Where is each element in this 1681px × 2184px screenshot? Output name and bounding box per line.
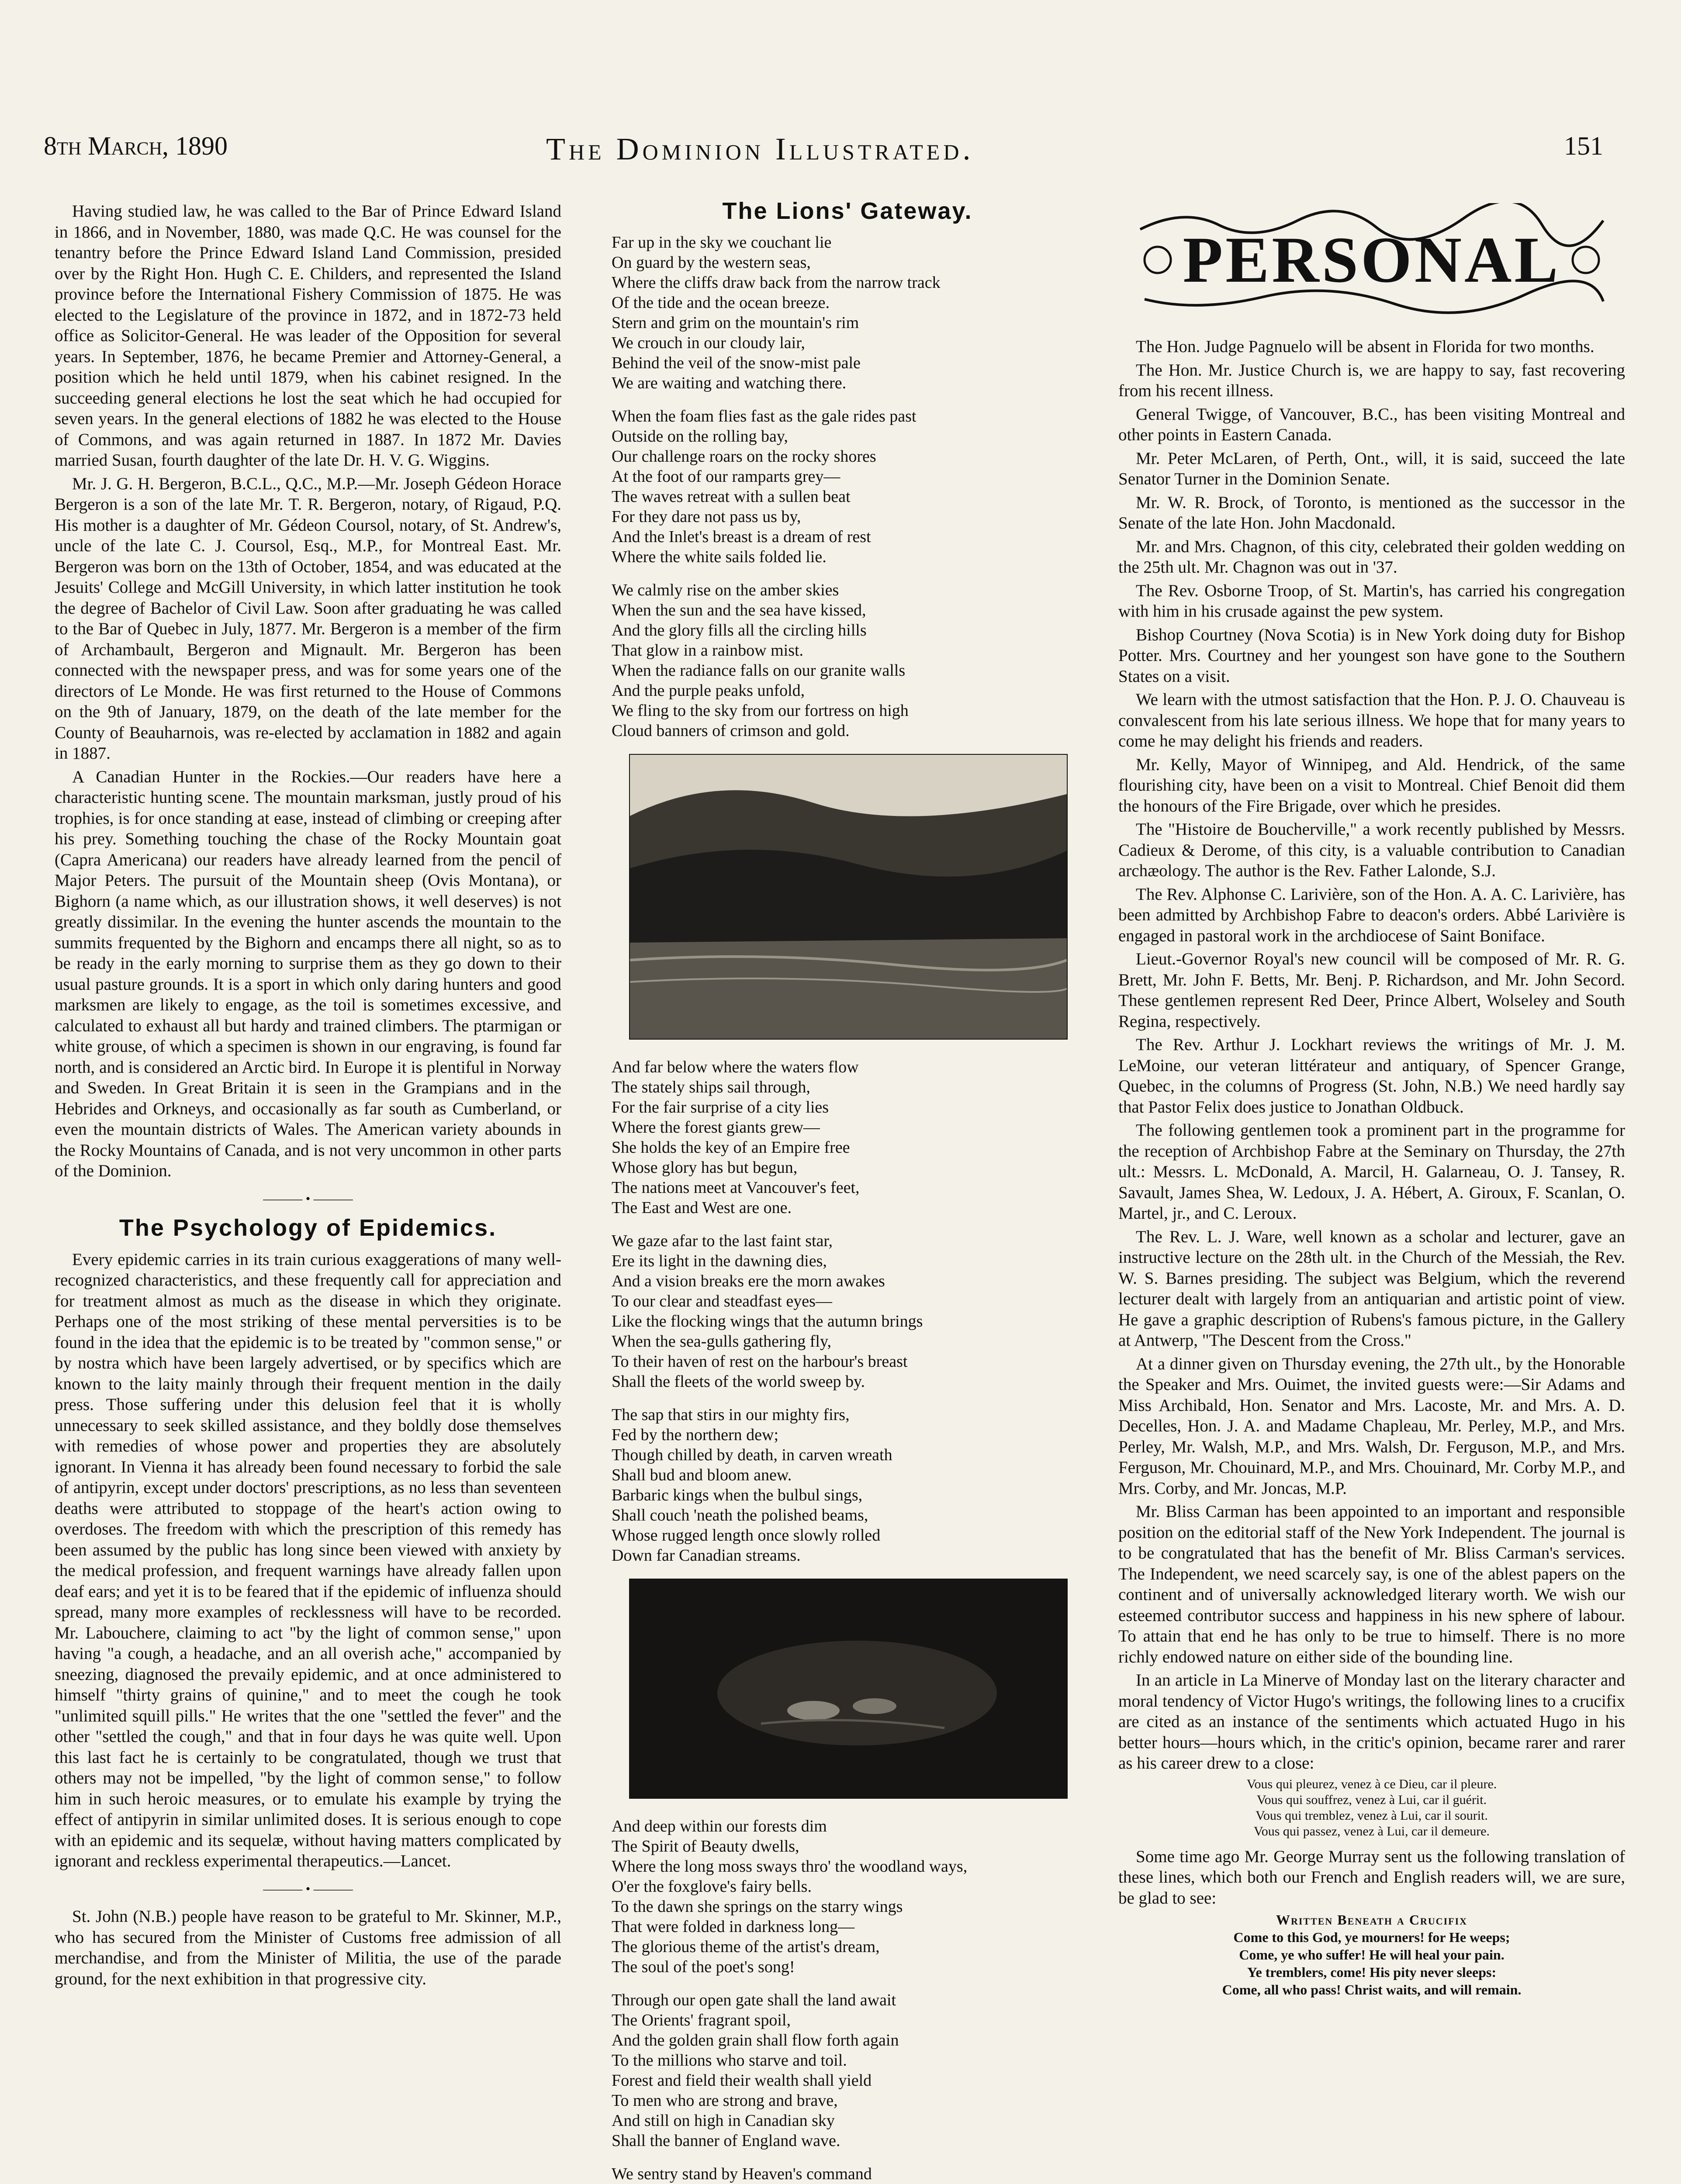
personal-item: The Hon. Judge Pagnuelo will be absent in Florida for two months. <box>1136 337 1595 356</box>
poem-stanza <box>612 1405 1101 1565</box>
poem-line: Stern and grim on the mountain's rim <box>612 313 859 332</box>
lions-gate-engraving <box>629 754 1068 1040</box>
poem-line: The Orients' fragrant spoil, <box>612 2011 791 2029</box>
poem-line: The waves retreat with a sullen beat <box>612 487 851 506</box>
french-verse-line: Vous qui pleurez, venez à ce Dieu, car il pleure. <box>1246 1776 1497 1791</box>
personal-item: Mr. Bliss Carman has been appointed to an important and responsible position on the editorial staff of the New York Independent. The journal is to be congratulated that has the benefit of Mr. Bliss Carman's services. The Independent, we need scarcely say, is one of the ablest papers on the continent and of universally acknowledged literary worth. We wish our esteemed contributor success and happiness in his new sphere of labour. To attain that end he has only to be true to himself. There is no more richly endowed nature on either side of the bounding line. <box>1118 1502 1625 1666</box>
poem-line: We are waiting and watching there. <box>612 373 847 392</box>
poem-line: Fed by the northern dew; <box>612 1425 779 1444</box>
poem-line: Shall the fleets of the world sweep by. <box>612 1372 865 1391</box>
poem-line: We fling to the sky from our fortress on high <box>612 701 909 720</box>
issue-date: 8th March, 1890 <box>44 131 228 160</box>
poem-line: The glorious theme of the artist's dream, <box>612 1937 880 1956</box>
poem-line: Whose glory has but begun, <box>612 1158 798 1177</box>
poem-line: When the sun and the sea have kissed, <box>612 601 866 619</box>
personal-item: Mr. and Mrs. Chagnon, of this city, celebrated their golden wedding on the 25th ult. Mr. Chagnon was out in '37. <box>1118 537 1625 577</box>
personal-item: The Rev. Alphonse C. Larivière, son of the Hon. A. A. C. Larivière, has been admitted by Archbishop Fabre to deacon's orders. Abbé Larivière is engaged in pastoral work in the archdiocese of Saint Boniface. <box>1118 885 1625 945</box>
personal-item: The Rev. L. J. Ware, well known as a scholar and lecturer, gave an instructive lecture on the 28th ult. in the Church of the Messiah, the Rev. W. S. Barnes presiding. The subject was Belgium, which the reverend lecturer dealt with largely from an antiquarian and artistic point of view. He gave a graphic description of Rubens's famous picture, in the Gallery at Antwerp, "The Descent from the Cross." <box>1118 1227 1625 1350</box>
masthead-title: The Dominion Illustrated. <box>546 131 974 166</box>
poem-line: O'er the foxglove's fairy bells. <box>612 1877 812 1896</box>
poem-line: We gaze afar to the last faint star, <box>612 1231 833 1250</box>
poem-line: Shall the banner of England wave. <box>612 2131 840 2150</box>
poem-stanza <box>612 1990 1101 2151</box>
poem-line: Cloud banners of crimson and gold. <box>612 721 850 740</box>
english-verse <box>1118 1911 1625 1998</box>
poem-stanza <box>612 406 1101 567</box>
translation-heading: Written Beneath a Crucifix <box>1276 1912 1468 1928</box>
bio-davies-paragraph: Having studied law, he was called to the Bar of Prince Edward Island in 1866, and in November, 1880, was made Q.C. He was counsel for the tenantry before the Prince Edward Island Land Commission, presided over by the Right Hon. Hugh C. E. Childers, and represented the Island province before the International Fishery Commission of 1875. He was elected to the Legislature of the province in 1872, and in 1872-73 held office as Solicitor-General. He was leader of the Opposition for several years. In September, 1876, he became Premier and Attorney-General, a position which he held until 1879, when his cabinet resigned. In the succeeding general elections he lost the seat which he had occupied for seven years. In the general elections of 1882 he was elected to the House of Commons, and was again returned in 1887. In 1872 Mr. Davies married Susan, fourth daughter of the late Dr. H. V. G. Wiggins. <box>55 202 561 470</box>
poem-line: And far below where the waters flow <box>612 1057 859 1076</box>
translation-intro: Some time ago Mr. George Murray sent us the following translation of these lines, which both our French and English readers will, we are sure, be glad to see: <box>1118 1847 1625 1908</box>
epidemics-headline: The Psychology of Epidemics. <box>119 1215 497 1241</box>
poem-line: And the purple peaks unfold, <box>612 681 805 700</box>
poem-line: The Spirit of Beauty dwells, <box>612 1837 799 1856</box>
personal-item: Mr. W. R. Brock, of Toronto, is mentioned as the successor in the Senate of the late Hon. John Macdonald. <box>1118 493 1625 532</box>
poem-line: She holds the key of an Empire free <box>612 1138 850 1157</box>
poem-line: When the sea-gulls gathering fly, <box>612 1332 831 1351</box>
poem-line: Behind the veil of the snow-mist pale <box>612 353 861 372</box>
poem-line: Ere its light in the dawning dies, <box>612 1251 827 1270</box>
personal-item: The following gentlemen took a prominent part in the programme for the reception of Archbishop Fabre at the Seminary on Thursday, the 27th ult.: Messrs. L. McDonald, A. Marcil, H. Galarneau, O. J. Tansey, R. Savault, James Shea, W. Ledoux, J. A. Hébert, A. Giroux, F. Scanlan, O. Martel, jr., and C. Leroux. <box>1118 1121 1625 1223</box>
poem-line: And the glory fills all the circling hills <box>612 621 867 639</box>
poem-line: Barbaric kings when the bulbul sings, <box>612 1486 863 1504</box>
personal-item: We learn with the utmost satisfaction that the Hon. P. J. O. Chauveau is convalescent from his late serious illness. We hope that for many years to come he may delight his friends and readers. <box>1118 690 1625 750</box>
english-verse-line: Ye tremblers, come! His pity never sleeps: <box>1247 1964 1497 1980</box>
personal-item: Bishop Courtney (Nova Scotia) is in New York doing duty for Bishop Potter. Mrs. Courtney and her youngest son have gone to the Southern States on a visit. <box>1118 625 1625 686</box>
poem-line: And the golden grain shall flow forth again <box>612 2031 899 2049</box>
bio-bergeron-paragraph: Mr. J. G. H. Bergeron, B.C.L., Q.C., M.P.—Mr. Joseph Gédeon Horace Bergeron is a son of the late Mr. T. R. Bergeron, notary, of Rigaud, P.Q. His mother is a daughter of Mr. Gédeon Coursol, notary, of St. Andrew's, uncle of the late C. J. Coursol, Esq., M.P., for Montreal East. Mr. Bergeron was born on the 13th of October, 1854, and was educated at the Jesuits' College and McGill University, in which latter institution he took the degree of Bachelor of Civil Law. Soon after graduating he was called to the Bar of Quebec in July, 1877. Mr. Bergeron is a member of the firm of Archambault, Bergeron and Mignault. Mr. Bergeron has been connected with the newspaper press, and was for some years one of the directors of Le Monde. He was first returned to the House of Commons on the 9th of January, 1879, on the death of the late member for the County of Beauharnois, was re-elected by acclamation in 1882 and again in 1887. <box>55 474 561 763</box>
poem-stanza <box>612 232 1101 393</box>
poem-line: To our clear and steadfast eyes— <box>612 1292 832 1310</box>
personal-banner-text: PERSONAL <box>1183 224 1561 296</box>
personal-item: The Hon. Mr. Justice Church is, we are happy to say, fast recovering from his recent illness. <box>1118 360 1625 400</box>
poem-stanza <box>612 1057 1101 1218</box>
poem-line: The nations meet at Vancouver's feet, <box>612 1178 860 1197</box>
personal-item: The Rev. Arthur J. Lockhart reviews the writings of Mr. J. M. LeMoine, our veteran littérateur and antiquary, of Spencer Grange, Quebec, in the columns of Progress (St. John, N.B.) We need hardly say that Pastor Felix does justice to Jonathan Oldbuck. <box>1118 1035 1625 1116</box>
st-john-paragraph: St. John (N.B.) people have reason to be grateful to Mr. Skinner, M.P., who has secured from the Minister of Customs free admission of all merchandise, and from the Minister of Militia, the use of the parade ground, for the next exhibition in that progressive city. <box>55 1907 561 1988</box>
french-verse-line: Vous qui tremblez, venez à Lui, car il sourit. <box>1256 1808 1488 1823</box>
personal-item: In an article in La Minerve of Monday last on the literary character and moral tendency of Victor Hugo's writings, the following lines to a crucifix are cited as an instance of the sentiments which actuated Hugo in his better hours—hours which, in the critic's opinion, became rarer and rarer as his career drew to a close: <box>1118 1671 1625 1773</box>
hunter-rockies-paragraph: A Canadian Hunter in the Rockies.—Our readers have here a characteristic hunting scene. The mountain marksman, justly proud of his trophies, is for once standing at ease, instead of climbing or creeping after his prey. Something touching the chase of the Rocky Mountain goat (Capra Americana) our readers have already learned from the pencil of Major Peters. The pursuit of the Mountain sheep (Ovis Montana), or Bighorn (a name which, as our illustration shows, it well deserves) is not greatly dissimilar. In the evening the hunter ascends the mountain to the summits frequented by the Bighorn and encamps there all night, so as to be ready in the early morning to surprise them as they go down to their usual pasture grounds. It is a sport in which only daring hunters and good marksmen are likely to engage, as the toil is sometimes excessive, and calculated to exhaust all but hardy and trained climbers. The ptarmigan or white grouse, of which a specimen is shown in our engraving, is found far north, and is considered an Arctic bird. In Europe it is plentiful in Norway and Sweden. In Great Britain it is seen in the Grampians and in the Hebrides and Orkneys, and occasionally as far south as Cumberland, or even the mountain districts of Wales. The American variety abounds in the Rocky Mountains of Canada, and is not very uncommon in other parts of the Dominion. <box>55 767 561 1180</box>
poem-stanza <box>612 1816 1101 1977</box>
column-left <box>55 201 561 1992</box>
french-verse <box>1118 1776 1625 1839</box>
poem-line: Forest and field their wealth shall yield <box>612 2071 872 2090</box>
poem-line: Down far Canadian streams. <box>612 1546 801 1565</box>
poem-line: To the dawn she springs on the starry wings <box>612 1897 903 1916</box>
personal-banner <box>1118 201 1625 319</box>
page-header <box>44 131 1643 175</box>
poem-line: Through our open gate shall the land await <box>612 1990 896 2009</box>
poem-line: And the Inlet's breast is a dream of rest <box>612 527 871 546</box>
poem-stanza <box>612 580 1101 741</box>
poem-line: Though chilled by death, in carven wreath <box>612 1445 892 1464</box>
poem-line: To men who are strong and brave, <box>612 2091 838 2110</box>
poem-line: That were folded in darkness long— <box>612 1917 855 1936</box>
column-right <box>1118 201 1625 1998</box>
poem-line: On guard by the western seas, <box>612 253 811 272</box>
poem-line: Shall bud and bloom anew. <box>612 1465 792 1484</box>
poem-line: Where the forest giants grew— <box>612 1118 820 1137</box>
poem-line: And a vision breaks ere the morn awakes <box>612 1272 885 1290</box>
section-divider: ——— • ——— <box>263 1191 353 1206</box>
poem-line: Where the cliffs draw back from the narrow track <box>612 273 941 292</box>
poem-line: Our challenge roars on the rocky shores <box>612 447 876 466</box>
french-verse-line: Vous qui passez, venez à Lui, car il demeure. <box>1253 1824 1490 1838</box>
poem-line: We sentry stand by Heaven's command <box>612 2164 872 2183</box>
poem-stanza <box>612 2164 1101 2184</box>
page-number: 151 <box>1564 131 1603 160</box>
poem-line: The soul of the poet's song! <box>612 1957 795 1976</box>
poem-line: To their haven of rest on the harbour's breast <box>612 1352 908 1371</box>
epidemics-paragraph: Every epidemic carries in its train curious exaggerations of many well-recognized characteristics, and these frequently call for appreciation and for treatment almost as much as the disease in which they originate. Perhaps one of the most striking of these mental perversities is to be found in the idea that the epidemic is to be treated by "common sense," or by nostra which have been largely advertised, or by specifics which are known to the laity mainly through their frequent mention in the daily press. Those suffering under this delusion feel that it is wholly unnecessary to seek skilled assistance, and they boldly dose themselves with remedies of whose power and properties they are absolutely ignorant. In Vienna it has already been found necessary to forbid the sale of antipyrin, except under doctors' prescriptions, as no less than seventeen deaths were attributed to stoppage of the heart's action owing to overdoses. The freedom with which the prescription of this remedy has been assumed by the public has long since been viewed with anxiety by the medical profession, and frequent warnings have already fallen upon deaf ears; and yet it is to be feared that if the epidemic of influenza should spread, many more examples of recklessness will have to be recorded. Mr. Labouchere, claiming to act "by the light of common sense," upon having "a cough, a headache, and an all overish ache," accompanied by sneezing, diagnosed the prevaily epidemic, and at once administered to himself "thirty grains of quinine," and to meet the cough he took "unlimited squill pills." He writes that the one "settled the fever" and the other "settled the cough," and that in four days he was quite well. Upon this last fact he is certainly to be congratulated, though we trust that others may not be impelled, "by the light of common sense," to follow him in such heroic measures, or to emulate his example by trying the effect of antipyrin in similar unlimited doses. It is serious enough to cope with an epidemic and its sequelæ, without having matters complicated by ignorant and reckless experimental therapeutics.—Lancet. <box>55 1250 561 1870</box>
poem-line: Where the white sails folded lie. <box>612 547 827 566</box>
personal-item: The "Histoire de Boucherville," a work recently published by Messrs. Cadieux & Derome, of this city, is a valuable contribution to Canadian archæology. The author is the Rev. Father Lalonde, S.J. <box>1118 820 1625 880</box>
english-verse-line: Come to this God, ye mourners! for He weeps; <box>1233 1929 1510 1945</box>
poem-line: That glow in a rainbow mist. <box>612 641 804 660</box>
poem-line: Whose rugged length once slowly rolled <box>612 1526 881 1545</box>
poem-line: The stately ships sail through, <box>612 1078 810 1096</box>
poem-line: For they dare not pass us by, <box>612 507 801 526</box>
poem-line: At the foot of our ramparts grey— <box>612 467 840 486</box>
personal-item: Lieut.-Governor Royal's new council will be composed of Mr. R. G. Brett, Mr. John F. Betts, Mr. Benj. P. Richardson, and Mr. John Secord. These gentlemen represent Red Deer, Prince Albert, Wolseley and South Regina, respectively. <box>1118 950 1625 1031</box>
poem-line: And deep within our forests dim <box>612 1817 827 1835</box>
poem-line: When the radiance falls on our granite walls <box>612 661 906 680</box>
poem-line: We crouch in our cloudy lair, <box>612 333 805 352</box>
personal-item: Mr. Peter McLaren, of Perth, Ont., will, it is said, succeed the late Senator Turner in the Dominion Senate. <box>1118 449 1625 488</box>
poem-line: To the millions who starve and toil. <box>612 2051 847 2070</box>
english-verse-line: Come, ye who suffer! He will heal your pain. <box>1239 1947 1505 1963</box>
poem-title: The Lions' Gateway. <box>722 198 973 224</box>
poem-line: Far up in the sky we couchant lie <box>612 233 832 252</box>
english-verse-line: Come, all who pass! Christ waits, and will remain. <box>1222 1982 1522 1997</box>
poem-stanza <box>612 1231 1101 1392</box>
personal-item: At a dinner given on Thursday evening, the 27th ult., by the Honorable the Speaker and Mrs. Ouimet, the invited guests were:—Sir Adams and Miss Archibald, Hon. Senator and Mrs. Lacoste, Mr. and Mrs. A. D. Decelles, Hon. J. A. and Madame Chapleau, Mr. Perley, M.P., and Mrs. Perley, Mr. Walsh, M.P., and Mrs. Walsh, Dr. Ferguson, M.P., and Mrs. Ferguson, Mr. Chouinard, M.P., and Mrs. Chouinard, Mr. Corby M.P., and Mrs. Corby, and Mr. Joncas, M.P. <box>1118 1354 1625 1498</box>
poem-line: For the fair surprise of a city lies <box>612 1098 829 1116</box>
personal-item: General Twigge, of Vancouver, B.C., has been visiting Montreal and other points in Eastern Canada. <box>1118 404 1625 444</box>
personal-item: Mr. Kelly, Mayor of Winnipeg, and Ald. Hendrick, of the same flourishing city, have been on a visit to Montreal. Chief Benoit did them the honours of the Fire Brigade, over which he presides. <box>1118 755 1625 816</box>
poem-line: Like the flocking wings that the autumn brings <box>612 1312 923 1330</box>
poem-line: Shall couch 'neath the polished beams, <box>612 1506 868 1524</box>
french-verse-line: Vous qui souffrez, venez à Lui, car il guérit. <box>1256 1792 1487 1807</box>
personal-item: The Rev. Osborne Troop, of St. Martin's, has carried his congregation with him in his crusade against the pew system. <box>1118 581 1625 621</box>
poem-line: Where the long moss sways thro' the woodland ways, <box>612 1857 968 1876</box>
poem-line: Outside on the rolling bay, <box>612 427 788 446</box>
poem-line: We calmly rise on the amber skies <box>612 581 839 599</box>
section-divider: ——— • ——— <box>263 1881 353 1896</box>
forest-engraving <box>629 1579 1068 1799</box>
poem-line: And still on high in Canadian sky <box>612 2111 835 2130</box>
column-middle <box>594 198 1101 2184</box>
poem-line: The sap that stirs in our mighty firs, <box>612 1405 850 1424</box>
poem-line: When the foam flies fast as the gale rides past <box>612 407 917 425</box>
poem-line: The East and West are one. <box>612 1198 792 1217</box>
poem-line: Of the tide and the ocean breeze. <box>612 293 830 312</box>
